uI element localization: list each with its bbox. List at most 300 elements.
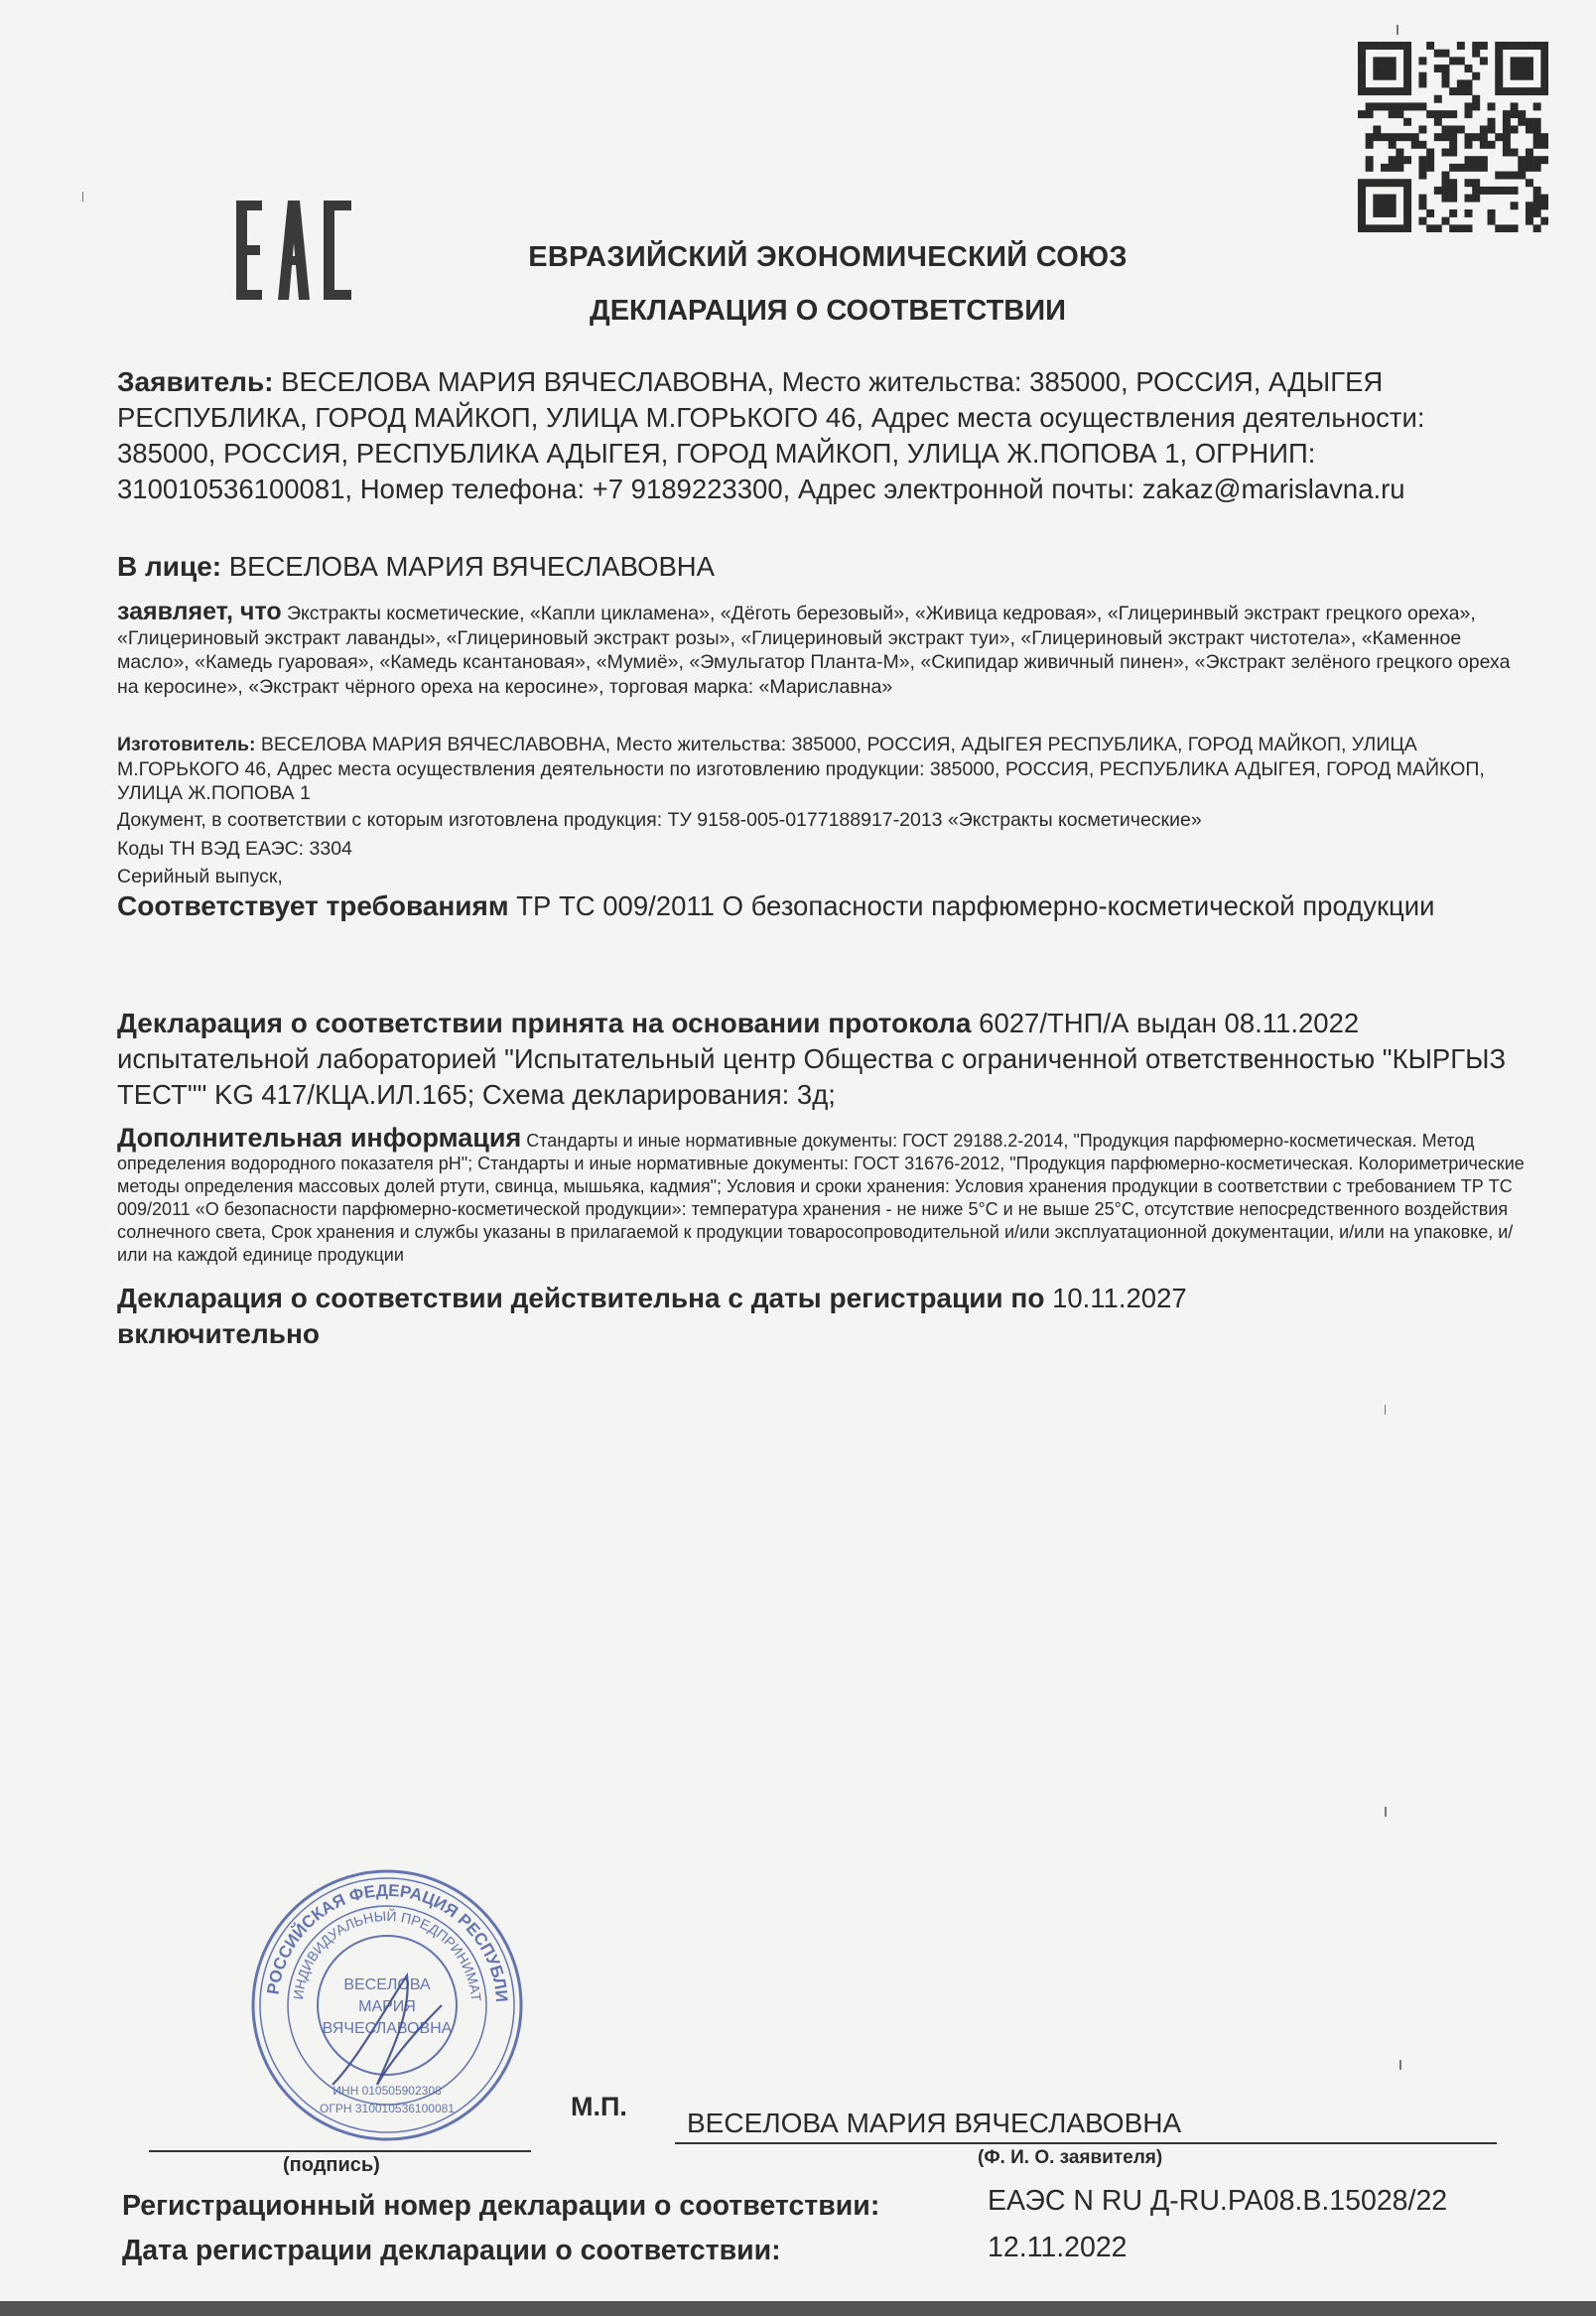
represented-paragraph xyxy=(117,549,1527,585)
qr-module xyxy=(1511,149,1519,157)
qr-module xyxy=(1441,149,1449,157)
qr-module xyxy=(1366,87,1374,95)
qr-module xyxy=(1434,95,1442,103)
declaration-title: ДЕКЛАРАЦИЯ О СООТВЕТСТВИИ xyxy=(590,295,1066,327)
qr-module xyxy=(1389,65,1396,72)
conforms-paragraph xyxy=(117,888,1487,924)
qr-module xyxy=(1381,42,1389,50)
qr-module xyxy=(1518,65,1526,72)
qr-module xyxy=(1457,57,1465,65)
qr-module xyxy=(1480,133,1488,141)
qr-module xyxy=(1366,133,1374,141)
qr-module xyxy=(1396,164,1403,172)
manufacturer-paragraph xyxy=(117,733,1536,806)
qr-module xyxy=(1418,172,1426,180)
qr-module xyxy=(1526,87,1533,95)
qr-module xyxy=(1465,87,1473,95)
qr-module xyxy=(1441,79,1449,87)
qr-module xyxy=(1518,72,1526,80)
qr-module xyxy=(1526,164,1533,172)
qr-module xyxy=(1373,125,1381,133)
qr-module xyxy=(1480,57,1488,65)
name-line xyxy=(675,2142,1497,2144)
qr-module xyxy=(1533,156,1541,164)
qr-module xyxy=(1511,65,1519,72)
qr-module xyxy=(1503,110,1511,118)
qr-module xyxy=(1511,72,1519,80)
qr-module xyxy=(1503,149,1511,157)
qr-module xyxy=(1533,187,1541,195)
qr-module xyxy=(1441,125,1449,133)
qr-module xyxy=(1526,217,1533,225)
qr-module xyxy=(1403,224,1411,232)
qr-module xyxy=(1457,125,1465,133)
qr-module xyxy=(1540,65,1548,72)
qr-module xyxy=(1457,79,1465,87)
reg-date-value: 12.11.2022 xyxy=(988,2232,1128,2263)
stamp-name-line-1: ВЕСЕЛОВА xyxy=(343,1976,431,1993)
qr-module xyxy=(1389,72,1396,80)
qr-module xyxy=(1441,72,1449,80)
scan-speck xyxy=(1399,2060,1401,2070)
qr-module xyxy=(1389,57,1396,65)
qr-module xyxy=(1511,102,1519,110)
applicant-label: Заявитель: xyxy=(117,366,274,397)
qr-module xyxy=(1480,156,1488,164)
qr-module xyxy=(1495,224,1503,232)
qr-module xyxy=(1518,57,1526,65)
qr-module xyxy=(1518,87,1526,95)
qr-module xyxy=(1533,195,1541,203)
qr-module xyxy=(1418,102,1426,110)
qr-module xyxy=(1495,133,1503,141)
qr-module xyxy=(1381,224,1389,232)
qr-module xyxy=(1518,118,1526,126)
qr-module xyxy=(1480,141,1488,149)
qr-module xyxy=(1526,42,1533,50)
qr-module xyxy=(1533,125,1541,133)
qr-module xyxy=(1495,79,1503,87)
qr-module xyxy=(1418,141,1426,149)
manufacturer-label: Изготовитель: xyxy=(117,734,256,755)
qr-module xyxy=(1472,133,1480,141)
qr-module xyxy=(1373,209,1381,217)
qr-module xyxy=(1526,179,1533,187)
qr-module xyxy=(1533,118,1541,126)
qr-module xyxy=(1518,42,1526,50)
qr-module xyxy=(1449,110,1457,118)
qr-module xyxy=(1441,179,1449,187)
qr-module xyxy=(1449,133,1457,141)
qr-module xyxy=(1465,224,1473,232)
qr-code xyxy=(1358,42,1548,232)
qr-module xyxy=(1389,202,1396,209)
qr-module xyxy=(1373,133,1381,141)
qr-module xyxy=(1449,125,1457,133)
conforms-text: ТР ТС 009/2011 О безопасности парфюмерно-косметической продукции xyxy=(508,890,1435,921)
qr-module xyxy=(1503,87,1511,95)
codes-line: Коды ТН ВЭД ЕАЭС: 3304 xyxy=(117,838,352,860)
qr-module xyxy=(1503,133,1511,141)
qr-module xyxy=(1480,125,1488,133)
qr-module xyxy=(1434,50,1442,58)
validity-label: Декларация о соответствии действительна с даты регистрации по xyxy=(117,1283,1045,1313)
qr-module xyxy=(1418,156,1426,164)
qr-module xyxy=(1403,179,1411,187)
qr-module xyxy=(1472,179,1480,187)
qr-module xyxy=(1381,209,1389,217)
qr-module xyxy=(1533,87,1541,95)
qr-module xyxy=(1396,156,1403,164)
qr-module xyxy=(1495,65,1503,72)
qr-module xyxy=(1396,110,1403,118)
qr-module xyxy=(1358,195,1366,203)
qr-module xyxy=(1373,87,1381,95)
qr-module xyxy=(1465,156,1473,164)
union-title: ЕВРАЗИЙСКИЙ ЭКОНОМИЧЕСКИЙ СОЮЗ xyxy=(528,241,1128,273)
qr-module xyxy=(1511,87,1519,95)
qr-module xyxy=(1403,217,1411,225)
qr-module xyxy=(1511,202,1519,209)
qr-module xyxy=(1366,110,1374,118)
company-stamp xyxy=(238,1856,536,2154)
qr-module xyxy=(1441,65,1449,72)
qr-module xyxy=(1381,179,1389,187)
qr-module xyxy=(1403,187,1411,195)
qr-module xyxy=(1358,209,1366,217)
qr-module xyxy=(1426,224,1434,232)
signature-caption: (подпись) xyxy=(283,2154,380,2176)
qr-module xyxy=(1426,209,1434,217)
qr-module xyxy=(1540,202,1548,209)
qr-module xyxy=(1540,57,1548,65)
qr-module xyxy=(1457,164,1465,172)
scan-speck xyxy=(1396,25,1398,35)
qr-module xyxy=(1366,141,1374,149)
qr-module xyxy=(1396,87,1403,95)
qr-module xyxy=(1381,202,1389,209)
qr-module xyxy=(1540,72,1548,80)
qr-module xyxy=(1358,110,1366,118)
qr-module xyxy=(1503,187,1511,195)
qr-module xyxy=(1441,50,1449,58)
qr-module xyxy=(1472,164,1480,172)
qr-module xyxy=(1449,164,1457,172)
additional-label: Дополнительная информация xyxy=(117,1123,522,1153)
qr-module xyxy=(1449,141,1457,149)
qr-module xyxy=(1373,195,1381,203)
qr-module xyxy=(1434,65,1442,72)
qr-module xyxy=(1426,164,1434,172)
qr-module xyxy=(1465,209,1473,217)
qr-module xyxy=(1457,224,1465,232)
qr-module xyxy=(1396,179,1403,187)
qr-module xyxy=(1449,209,1457,217)
stamp-inner-text: ИНДИВИДУАЛЬНЫЙ ПРЕДПРИНИМАТ xyxy=(290,1907,484,2002)
qr-module xyxy=(1526,125,1533,133)
additional-paragraph xyxy=(117,1123,1536,1267)
qr-module xyxy=(1472,102,1480,110)
qr-module xyxy=(1418,217,1426,225)
qr-module xyxy=(1418,57,1426,65)
qr-module xyxy=(1449,187,1457,195)
qr-module xyxy=(1358,50,1366,58)
qr-module xyxy=(1511,172,1519,180)
qr-module xyxy=(1366,102,1374,110)
validity-paragraph xyxy=(117,1281,1407,1352)
mp-label: М.П. xyxy=(571,2092,627,2121)
declares-paragraph xyxy=(117,600,1536,699)
qr-module xyxy=(1449,87,1457,95)
qr-module xyxy=(1449,179,1457,187)
qr-module xyxy=(1480,164,1488,172)
qr-module xyxy=(1396,224,1403,232)
qr-module xyxy=(1540,141,1548,149)
qr-module xyxy=(1381,72,1389,80)
qr-module xyxy=(1403,118,1411,126)
qr-module xyxy=(1449,57,1457,65)
qr-module xyxy=(1358,42,1366,50)
qr-module xyxy=(1358,72,1366,80)
qr-module xyxy=(1373,57,1381,65)
qr-module xyxy=(1403,102,1411,110)
qr-module xyxy=(1426,110,1434,118)
qr-module xyxy=(1540,79,1548,87)
name-caption: (Ф. И. О. заявителя) xyxy=(978,2147,1163,2168)
qr-module xyxy=(1373,102,1381,110)
qr-module xyxy=(1366,179,1374,187)
qr-module xyxy=(1381,102,1389,110)
qr-module xyxy=(1396,42,1403,50)
declares-label: заявляет, что xyxy=(117,598,282,625)
qr-module xyxy=(1358,179,1366,187)
qr-module xyxy=(1426,42,1434,50)
qr-module xyxy=(1389,133,1396,141)
qr-module xyxy=(1540,133,1548,141)
qr-module xyxy=(1511,187,1519,195)
qr-module xyxy=(1526,72,1533,80)
qr-module xyxy=(1533,133,1541,141)
additional-text: Стандарты и иные нормативные документы: ГОСТ 29188.2-2014, "Продукция парфюмерно-косметическая. Метод определения водородного показателя pH"; Стандарты и иные нормативные документы: ГОСТ 31676-2012, "Продукция парфюмерно-косметическая. Колориметрические методы определения массовых долей ртути, свинца, мышьяка, кадмия"; Условия и сроки хранения: Условия хранения продукции в соответствии с требованием ТР ТС 009/2011 «О безопасности парфюмерно-косметической продукции»: температура хранения - не ниже 5°C и не выше 25°C, отсутствие непосредственного воздействия солнечного света, Срок хранения и службы указаны в прилагаемой к продукции товаросопроводительной и/или эксплуатационной документации, и/или на упаковке, и/или на каждой единице продукции xyxy=(117,1131,1525,1265)
qr-module xyxy=(1488,125,1496,133)
qr-module xyxy=(1526,149,1533,157)
qr-module xyxy=(1495,172,1503,180)
qr-module xyxy=(1434,110,1442,118)
qr-module xyxy=(1434,118,1442,126)
qr-module xyxy=(1518,172,1526,180)
qr-module xyxy=(1495,50,1503,58)
qr-module xyxy=(1518,164,1526,172)
qr-module xyxy=(1503,172,1511,180)
qr-module xyxy=(1472,187,1480,195)
qr-module xyxy=(1457,42,1465,50)
qr-module xyxy=(1396,133,1403,141)
qr-module xyxy=(1381,65,1389,72)
qr-module xyxy=(1480,42,1488,50)
qr-module xyxy=(1389,179,1396,187)
qr-module xyxy=(1540,217,1548,225)
conforms-label: Соответствует требованиям xyxy=(117,890,509,921)
stamp-name-line-2: МАРИЯ xyxy=(358,1998,416,2015)
qr-module xyxy=(1403,79,1411,87)
qr-module xyxy=(1511,224,1519,232)
qr-module xyxy=(1358,87,1366,95)
qr-module xyxy=(1533,42,1541,50)
qr-module xyxy=(1373,42,1381,50)
qr-module xyxy=(1472,95,1480,103)
qr-module xyxy=(1418,195,1426,203)
qr-module xyxy=(1366,42,1374,50)
qr-module xyxy=(1381,133,1389,141)
qr-module xyxy=(1488,141,1496,149)
qr-module xyxy=(1403,42,1411,50)
qr-module xyxy=(1533,102,1541,110)
qr-module xyxy=(1495,57,1503,65)
qr-module xyxy=(1465,79,1473,87)
qr-module xyxy=(1358,57,1366,65)
qr-module xyxy=(1526,118,1533,126)
qr-module xyxy=(1457,87,1465,95)
qr-module xyxy=(1511,110,1519,118)
qr-module xyxy=(1389,42,1396,50)
validity-date: 10.11.2027 xyxy=(1044,1283,1187,1313)
qr-module xyxy=(1465,133,1473,141)
qr-module xyxy=(1403,133,1411,141)
qr-module xyxy=(1441,217,1449,225)
qr-module xyxy=(1411,133,1419,141)
qr-module xyxy=(1389,224,1396,232)
qr-module xyxy=(1465,65,1473,72)
qr-module xyxy=(1434,224,1442,232)
reg-number-value: ЕАЭС N RU Д-RU.PA08.B.15028/22 xyxy=(988,2185,1448,2217)
qr-module xyxy=(1441,172,1449,180)
stamp-name-line-3: ВЯЧЕСЛАВОВНА xyxy=(322,2020,453,2037)
qr-module xyxy=(1373,202,1381,209)
qr-module xyxy=(1366,164,1374,172)
qr-module xyxy=(1403,202,1411,209)
qr-module xyxy=(1396,149,1403,157)
qr-module xyxy=(1488,217,1496,225)
qr-module xyxy=(1373,72,1381,80)
qr-module xyxy=(1465,179,1473,187)
serial-line: Серийный выпуск, xyxy=(117,866,283,887)
qr-module xyxy=(1403,209,1411,217)
stamp-outer-text: РОССИЙСКАЯ ФЕДЕРАЦИЯ РЕСПУБЛИ xyxy=(263,1880,512,2003)
manufacturer-text: ВЕСЕЛОВА МАРИЯ ВЯЧЕСЛАВОВНА, Место жительства: 385000, РОССИЯ, АДЫГЕЯ РЕСПУБЛИКА, ГОРОД МАЙКОП, УЛИЦА М.ГОРЬКОГО 46, Адрес места осуществления деятельности по изготовлению продукции: 385000, РОССИЯ, РЕСПУБЛИКА АДЫГЕЯ, ГОРОД МАЙКОП, УЛИЦА Ж.ПОПОВА 1 xyxy=(117,734,1485,804)
qr-module xyxy=(1434,133,1442,141)
qr-module xyxy=(1389,102,1396,110)
qr-module xyxy=(1511,125,1519,133)
qr-module xyxy=(1441,133,1449,141)
qr-module xyxy=(1389,141,1396,149)
qr-module xyxy=(1418,79,1426,87)
qr-module xyxy=(1526,202,1533,209)
qr-module xyxy=(1411,141,1419,149)
declares-text: Экстракты косметические, «Капли цикламена», «Дёготь березовый», «Живица кедровая», «Глицеринвый экстракт грецкого ореха», «Глицериновый экстракт лаванды», «Глицериновый экстракт розы», «Глицериновый экстракт туи», «Глицериновый экстракт чистотела», «Каменное масло», «Камедь гуаровая», «Камедь ксантановая», «Мумиё», «Эмульгатор Планта-М», «Скипидар живичный пинен», «Экстракт зелёного грецкого ореха на керосине», «Экстракт чёрного ореха на керосине», торговая марка: «Мариславна» xyxy=(117,603,1511,698)
document-line: Документ, в соответствии с которым изготовлена продукция: ТУ 9158-005-0177188917-2013 «Экстракты косметические» xyxy=(117,809,1202,831)
qr-module xyxy=(1465,102,1473,110)
represented-label: В лице: xyxy=(117,551,222,582)
qr-module xyxy=(1389,164,1396,172)
qr-module xyxy=(1495,72,1503,80)
qr-module xyxy=(1381,87,1389,95)
qr-module xyxy=(1480,187,1488,195)
scan-bottom-edge xyxy=(0,2301,1596,2316)
qr-module xyxy=(1366,224,1374,232)
signature-line xyxy=(149,2150,531,2152)
qr-module xyxy=(1358,202,1366,209)
basis-text: 6027/ТНП/А выдан 08.11.2022 испытательной лабораторией "Испытательный центр Общества с ограниченной ответственностью "КЫРГЫЗ ТЕСТ"" KG 417/КЦА.ИЛ.165; Схема декларирования: 3д; xyxy=(117,1008,1507,1110)
qr-module xyxy=(1449,149,1457,157)
qr-module xyxy=(1488,187,1496,195)
qr-module xyxy=(1465,195,1473,203)
qr-module xyxy=(1526,65,1533,72)
qr-module xyxy=(1381,195,1389,203)
qr-module xyxy=(1472,42,1480,50)
qr-module xyxy=(1403,156,1411,164)
qr-module xyxy=(1503,224,1511,232)
qr-module xyxy=(1526,156,1533,164)
qr-module xyxy=(1389,156,1396,164)
scan-speck xyxy=(82,192,83,202)
qr-module xyxy=(1358,65,1366,72)
qr-module xyxy=(1434,187,1442,195)
qr-module xyxy=(1449,224,1457,232)
qr-module xyxy=(1389,209,1396,217)
qr-module xyxy=(1389,195,1396,203)
qr-module xyxy=(1465,141,1473,149)
qr-module xyxy=(1403,65,1411,72)
qr-module xyxy=(1511,42,1519,50)
qr-module xyxy=(1373,65,1381,72)
qr-module xyxy=(1441,195,1449,203)
qr-module xyxy=(1518,156,1526,164)
qr-module xyxy=(1358,79,1366,87)
qr-module xyxy=(1418,72,1426,80)
qr-module xyxy=(1472,50,1480,58)
qr-module xyxy=(1418,164,1426,172)
qr-module xyxy=(1403,72,1411,80)
qr-module xyxy=(1396,102,1403,110)
qr-module xyxy=(1403,87,1411,95)
basis-label: Декларация о соответствии принята на основании протокола xyxy=(117,1008,972,1038)
scan-speck xyxy=(1385,1807,1387,1817)
qr-module xyxy=(1540,195,1548,203)
scan-speck xyxy=(1385,1405,1386,1415)
qr-module xyxy=(1503,118,1511,126)
qr-module xyxy=(1403,50,1411,58)
qr-module xyxy=(1472,195,1480,203)
qr-module xyxy=(1495,187,1503,195)
qr-module xyxy=(1389,110,1396,118)
basis-paragraph xyxy=(117,1006,1527,1113)
qr-module xyxy=(1358,187,1366,195)
qr-module xyxy=(1426,156,1434,164)
qr-module xyxy=(1488,209,1496,217)
qr-module xyxy=(1389,87,1396,95)
qr-module xyxy=(1403,57,1411,65)
qr-module xyxy=(1441,187,1449,195)
applicant-text: ВЕСЕЛОВА МАРИЯ ВЯЧЕСЛАВОВНА, Место жительства: 385000, РОССИЯ, АДЫГЕЯ РЕСПУБЛИКА, ГОРОД МАЙКОП, УЛИЦА М.ГОРЬКОГО 46, Адрес места осуществления деятельности: 385000, РОССИЯ, РЕСПУБЛИКА АДЫГЕЯ, ГОРОД МАЙКОП, УЛИЦА Ж.ПОПОВА 1, ОГРНИП: 310010536100081, Номер телефона: +7 9189223300, Адрес электронной почты: zakaz@marislavna.ru xyxy=(117,366,1425,504)
qr-module xyxy=(1373,179,1381,187)
qr-module xyxy=(1533,209,1541,217)
stamp-inn: ИНН 010505902308 xyxy=(332,2084,442,2098)
qr-module xyxy=(1488,118,1496,126)
qr-module xyxy=(1533,164,1541,172)
qr-module xyxy=(1465,164,1473,172)
qr-module xyxy=(1472,72,1480,80)
qr-module xyxy=(1495,87,1503,95)
